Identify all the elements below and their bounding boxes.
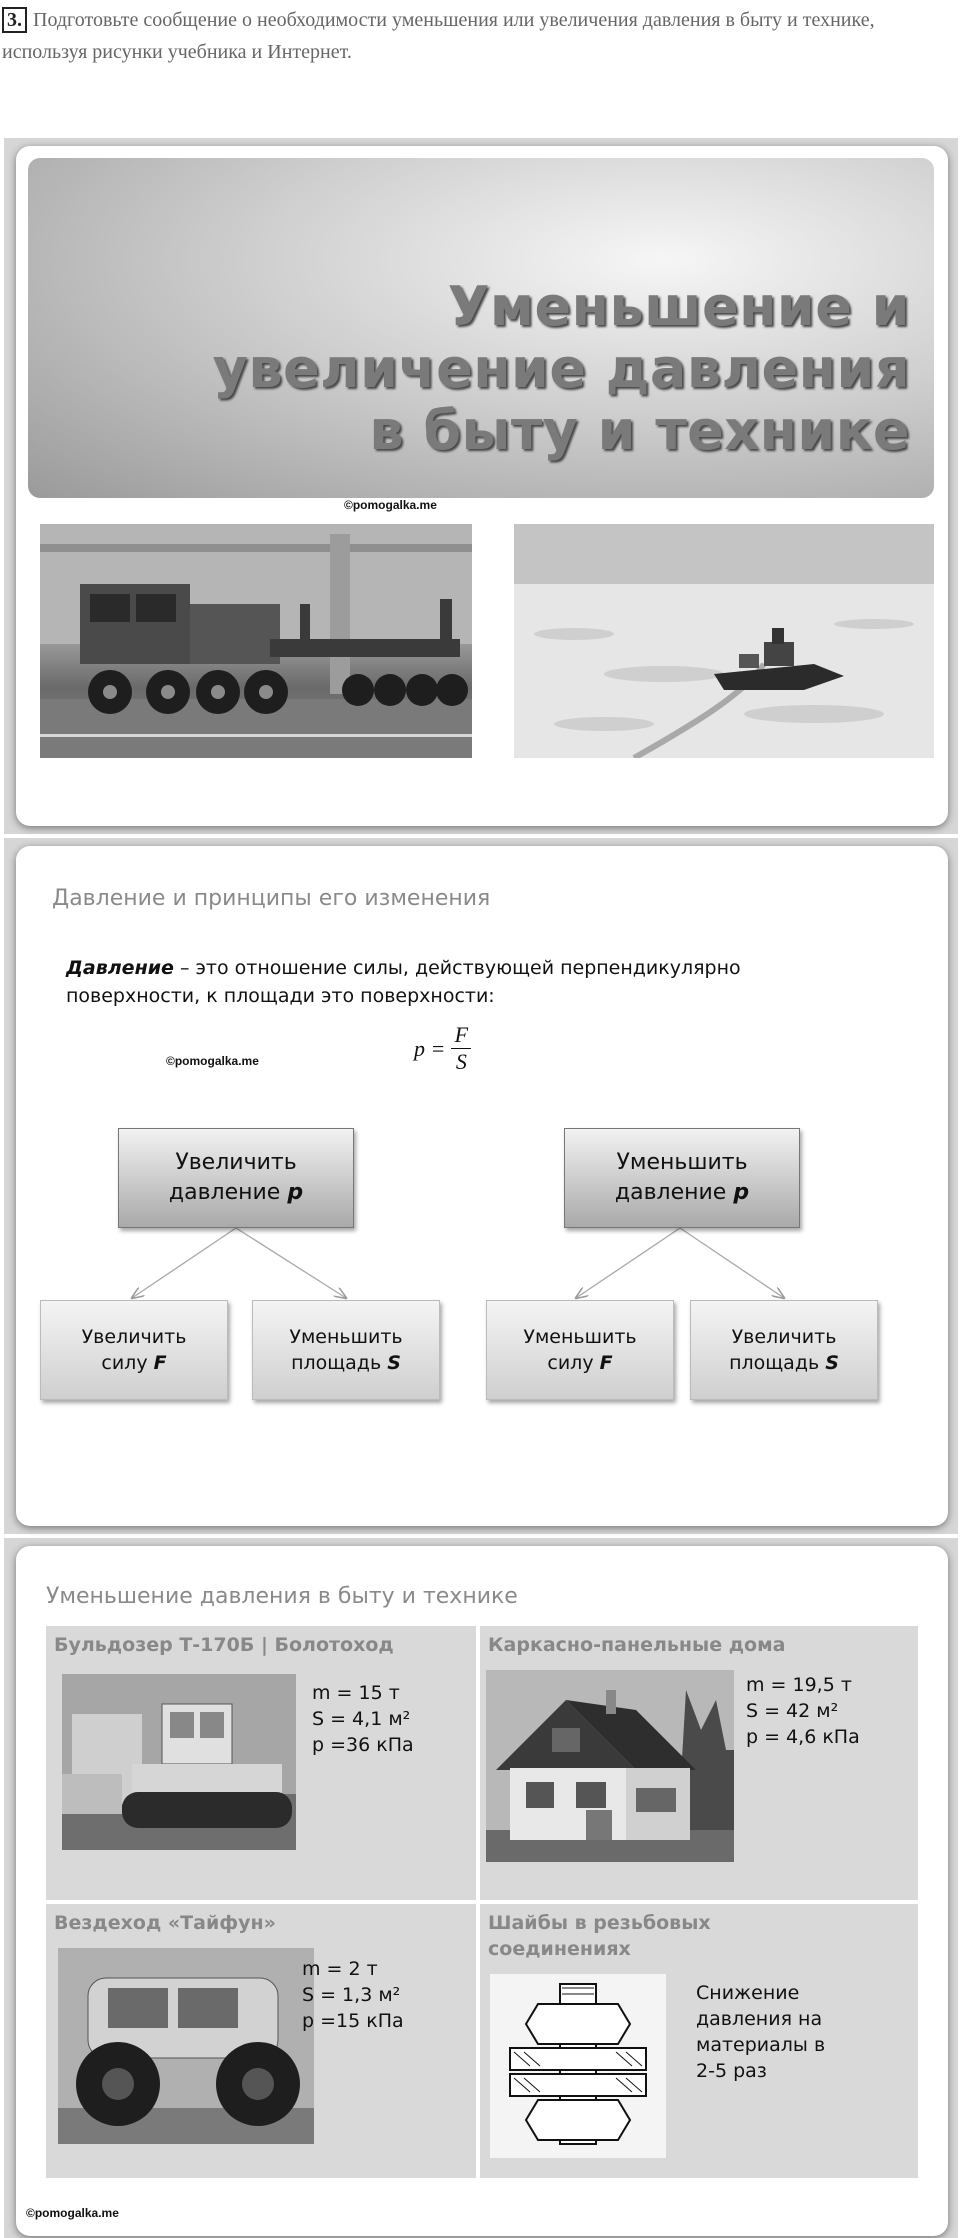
- slide-2-heading: Давление и принципы его изменения: [52, 886, 491, 911]
- increase-area-line-2: площадь: [729, 1352, 820, 1374]
- slide-3-heading: Уменьшение давления в быту и технике: [46, 1584, 518, 1609]
- var-p: p: [733, 1180, 750, 1205]
- decrease-force-box: [486, 1300, 674, 1400]
- washers-title-line-1: Шайбы в резьбовых: [488, 1912, 711, 1934]
- frame-house-title: Каркасно-панельные дома: [488, 1634, 786, 1656]
- decrease-area-line-2: площадь: [291, 1352, 382, 1374]
- title-line-3: в быту и технике: [369, 399, 910, 462]
- typhoon-illustration: [58, 1948, 314, 2144]
- washers-description: Снижение давления на материалы в 2-5 раз: [696, 1982, 826, 2082]
- slide-1-title: [213, 276, 910, 462]
- watermark: ©pomogalka.me: [344, 498, 437, 512]
- washers-cell: [480, 1904, 918, 2178]
- slide-3-frame: [4, 1538, 958, 2238]
- increase-force-box: [40, 1300, 228, 1400]
- watermark: ©pomogalka.me: [26, 2206, 119, 2220]
- decrease-force-line-1: Уменьшить: [523, 1326, 637, 1348]
- decrease-area-box: [252, 1300, 440, 1400]
- bolt-washer-illustration: [490, 1974, 666, 2158]
- var-s: S: [825, 1352, 839, 1374]
- decrease-pressure-box: [564, 1128, 800, 1228]
- typhoon-title: Вездеход «Тайфун»: [54, 1912, 276, 1934]
- frame-house-photo: [486, 1670, 734, 1862]
- bulldozer-title: Бульдозер Т-170Б | Болотоход: [54, 1634, 394, 1656]
- truck-illustration: [40, 524, 472, 758]
- slide-1: [16, 146, 948, 826]
- washers-title: [488, 1910, 711, 1962]
- formula-denominator: S: [455, 1049, 467, 1074]
- definition-term: Давление: [66, 957, 174, 979]
- increase-force-line-1: Увеличить: [81, 1326, 187, 1348]
- typhoon-stats: m = 2 т S = 1,3 м² p =15 кПа: [302, 1958, 404, 2032]
- bulldozer-illustration: [62, 1674, 296, 1850]
- formula-numerator: F: [454, 1022, 469, 1047]
- increase-area-line-1: Увеличить: [731, 1326, 837, 1348]
- task-number: 3.: [2, 7, 27, 33]
- frame-house-stats: m = 19,5 т S = 42 м² p = 4,6 кПа: [746, 1674, 860, 1748]
- definition-text: – это отношение силы, действующей перпендикулярно поверхности, к площади это поверхности:: [66, 957, 741, 1007]
- title-line-2: увеличение давления: [212, 337, 910, 400]
- increase-pressure-line-2: давление: [168, 1180, 281, 1205]
- slide-3: [16, 1546, 948, 2236]
- slide-2: [16, 846, 948, 1526]
- house-illustration: [486, 1670, 734, 1862]
- var-f: F: [599, 1352, 613, 1374]
- title-banner: [28, 158, 934, 498]
- var-f: F: [153, 1352, 167, 1374]
- bulldozer-cell: [46, 1626, 476, 1900]
- var-p: p: [287, 1180, 304, 1205]
- watermark: ©pomogalka.me: [166, 1054, 259, 1068]
- decrease-area-line-1: Уменьшить: [289, 1326, 403, 1348]
- heavy-truck-photo: [40, 524, 472, 758]
- frame-house-cell: [480, 1626, 918, 1900]
- slide-2-frame: [4, 838, 958, 1534]
- task-text-block: [2, 4, 932, 68]
- slide-1-frame: [4, 138, 958, 834]
- typhoon-photo: [58, 1948, 314, 2144]
- increase-area-box: [690, 1300, 878, 1400]
- washers-drawing: [490, 1974, 666, 2158]
- typhoon-cell: [46, 1904, 476, 2178]
- decrease-force-line-2: силу: [547, 1352, 594, 1374]
- decrease-pressure-line-1: Уменьшить: [616, 1150, 748, 1175]
- icebreaker-illustration: [514, 524, 934, 758]
- task-text: Подготовьте сообщение о необходимости уменьшения или увеличения давления в быту и технике, используя рисунки учебника и Интернет.: [2, 9, 875, 63]
- increase-pressure-box: [118, 1128, 354, 1228]
- title-line-1: Уменьшение и: [447, 275, 910, 338]
- var-s: S: [387, 1352, 401, 1374]
- formula-lhs: p =: [414, 1035, 446, 1061]
- increase-force-line-2: силу: [101, 1352, 148, 1374]
- bulldozer-stats: m = 15 т S = 4,1 м² p =36 кПа: [312, 1682, 414, 1756]
- icebreaker-photo: [514, 524, 934, 758]
- bulldozer-photo: [62, 1674, 296, 1850]
- increase-pressure-line-1: Увеличить: [175, 1150, 297, 1175]
- washers-title-line-2: соединениях: [488, 1938, 631, 1960]
- decrease-pressure-line-2: давление: [614, 1180, 727, 1205]
